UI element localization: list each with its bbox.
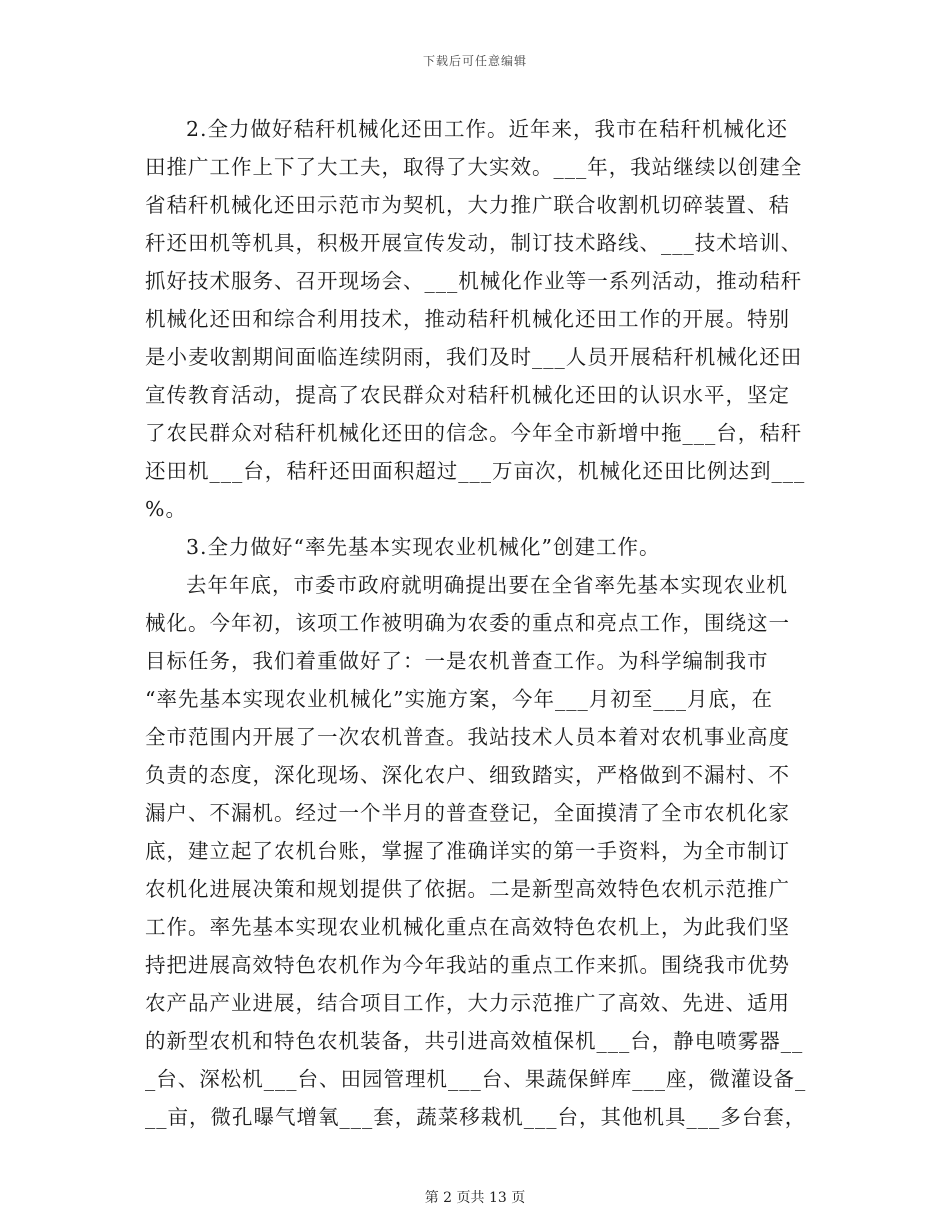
text-line: 漏户、不漏机。经过一个半月的普查登记，全面摸清了全市农机化家 — [145, 801, 790, 825]
text-line: 田推广工作上下了大工夫，取得了大实效。___年，我站继续以创建全 — [145, 155, 803, 179]
page-header: 下载后可任意编辑 — [422, 54, 527, 68]
text-line: 底，建立起了农机台账，掌握了准确详实的第一手资料，为全市制订 — [145, 839, 790, 863]
text-line: 是小麦收割期间面临连续阴雨，我们及时___人员开展秸秆机械化还田 — [145, 345, 803, 369]
text-line: 机械化还田和综合利用技术，推动秸秆机械化还田工作的开展。特别 — [145, 307, 790, 331]
text-line: 还田机___台，秸秆还田面积超过___万亩次，机械化还田比例达到___ — [145, 459, 806, 483]
text-line: 工作。率先基本实现农业机械化重点在高效特色农机上，为此我们坚 — [145, 915, 790, 939]
text-line: 抓好技术服务、召开现场会、___机械化作业等一系列活动，推动秸秆 — [145, 269, 803, 293]
text-line: 的新型农机和特色农机装备，共引进高效植保机___台，静电喷雾器__ — [145, 1029, 804, 1053]
text-line: 农产品产业进展，结合项目工作，大力示范推广了高效、先进、适用 — [145, 991, 790, 1015]
text-line: 负责的态度，深化现场、深化农户、细致踏实，严格做到不漏村、不 — [145, 763, 790, 787]
section-heading: 3.全力做好“率先基本实现农业机械化”创建工作。 — [186, 535, 661, 559]
text-line: _台、深松机___台、田园管理机___台、果蔬保鲜库___座，微灌设备_ — [145, 1067, 807, 1091]
text-line: 2.全力做好秸秆机械化还田工作。近年来，我市在秸秆机械化还 — [186, 117, 789, 141]
text-line: 目标任务，我们着重做好了：一是农机普查工作。为科学编制我市 — [145, 649, 769, 673]
text-line: 秆还田机等机具，积极开展宣传发动，制订技术路线、___技术培训、 — [145, 231, 803, 255]
text-line: “率先基本实现农业机械化”实施方案，今年___月初至___月底，在 — [145, 687, 773, 711]
text-line: 械化。今年初，该项工作被明确为农委的重点和亮点工作，围绕这一 — [145, 611, 790, 635]
text-line: 农机化进展决策和规划提供了依据。二是新型高效特色农机示范推广 — [145, 877, 790, 901]
text-line: 全市范围内开展了一次农机普查。我站技术人员本着对农机事业高度 — [145, 725, 790, 749]
text-line: 去年年底，市委市政府就明确提出要在全省率先基本实现农业机 — [186, 573, 788, 597]
text-line: 持把进展高效特色农机作为今年我站的重点工作来抓。围绕我市优势 — [145, 953, 790, 977]
text-line: 了农民群众对秸秆机械化还田的信念。今年全市新增中拖___台，秸秆 — [145, 421, 803, 445]
text-line: 省秸秆机械化还田示范市为契机，大力推广联合收割机切碎装置、秸 — [145, 193, 790, 217]
page-footer: 第 2 页共 13 页 — [424, 1190, 526, 1206]
text-line: %。 — [145, 497, 187, 521]
text-line: __亩，微孔曝气增氧___套，蔬菜移栽机___台，其他机具___多台套， — [145, 1105, 807, 1129]
document-body — [145, 110, 805, 1136]
text-line: 宣传教育活动，提高了农民群众对秸秆机械化还田的认识水平，坚定 — [145, 383, 790, 407]
